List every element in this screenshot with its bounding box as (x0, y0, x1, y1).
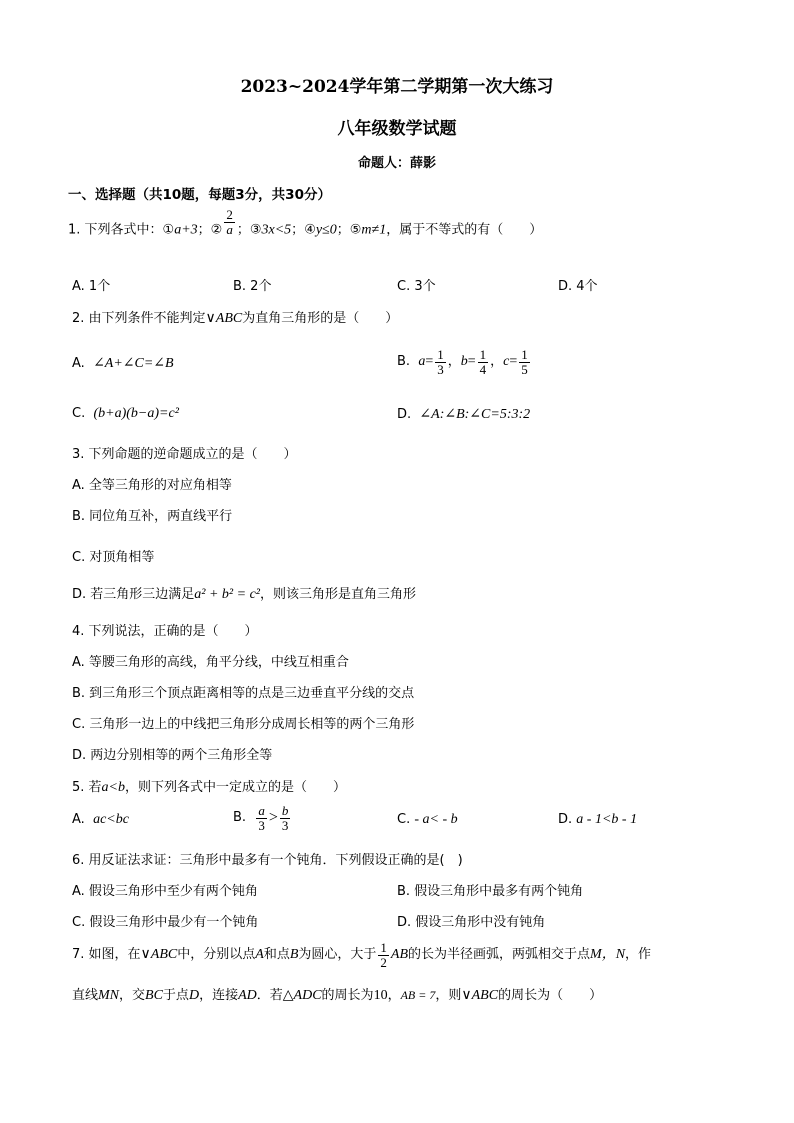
q5-d-label: D. (558, 812, 573, 827)
q1-expr-4: y≤0 (315, 222, 337, 238)
q2-b-eq2: = (467, 354, 476, 369)
q2-b-frac1 (435, 348, 446, 377)
q2-b-d1: 3 (437, 361, 444, 377)
q2-d-expr: ∠A:∠B:∠C=5:3:2 (419, 407, 531, 422)
author-name: 薛影 (410, 156, 437, 171)
q5-b-label: B. (233, 810, 247, 825)
q3-option-c: C. 对顶角相等 (72, 550, 155, 565)
q7-l2-h: ，则 (435, 988, 462, 1003)
q2-stem-a: 2. 由下列条件不能判定 (72, 311, 206, 326)
q4-option-a: A. 等腰三角形的高线，角平分线，中线互相重合 (72, 655, 349, 670)
q2-b-b: b (460, 354, 468, 369)
exam-subtitle: 八年级数学试题 (337, 119, 457, 139)
q7-l2-b: ，交 (119, 988, 146, 1003)
q5-option-d (558, 812, 637, 828)
q2-option-b (397, 344, 532, 381)
q3-d-a: D. 若三角形三边满足 (72, 587, 195, 602)
question-3: 3. 下列命题的逆命题成立的是（ ） (72, 447, 297, 462)
q7-l2-D: D (188, 988, 200, 1003)
q5-b-frac1 (256, 804, 267, 833)
q1-e2-den: a (226, 222, 233, 237)
q5-option-a (72, 812, 129, 828)
q6-option-d: D. 假设三角形中没有钝角 (397, 915, 546, 930)
q1-sep-2: ； (236, 222, 250, 238)
q5-c-label: C. (397, 812, 411, 827)
q4-option-d: D. 两边分别相等的两个三角形全等 (72, 748, 273, 763)
exam-title: 2023~2024学年第二学期第一次大练习 (240, 77, 554, 97)
q7-l1-d: 为圆心，大于 (298, 947, 377, 962)
q1-expr-3: 3x<5 (261, 222, 292, 238)
q2-c-expr: (b+a)(b−a)=c² (93, 406, 179, 421)
q2-b-n1: 1 (437, 346, 444, 362)
q5-b-n2: b (281, 802, 289, 818)
q1-e5-mark: ⑤ (349, 222, 362, 238)
q7-l2-BC: BC (145, 988, 163, 1003)
q1-expr-1: a+3 (174, 222, 198, 238)
q3-option-b: B. 同位角互补，两直线平行 (72, 509, 233, 524)
q1-sep-1: ； (197, 222, 211, 238)
q7-l1-e: 的长为半径画弧，两弧相交于点 (408, 947, 591, 962)
q2-b-a: a (418, 354, 426, 369)
q7-l2-AB7: AB = 7 (400, 988, 436, 1002)
q7-l1-pointB: B (289, 947, 299, 962)
q3-d-b: ，则该三角形是直角三角形 (259, 587, 416, 602)
q7-l2-tri: △ADC (282, 988, 322, 1003)
author-label: 命题人： (357, 156, 410, 171)
q2-d-label: D. (397, 407, 412, 422)
q2-triangle: ∨ABC (205, 311, 243, 326)
q2-b-comma1: ， (447, 354, 461, 369)
q5-option-c (397, 812, 458, 828)
q2-option-c (72, 406, 179, 422)
q2-b-eq3: = (509, 354, 518, 369)
q1-e2-mark: ② (210, 222, 223, 238)
q1-expr-2 (224, 208, 235, 237)
q7-l2-g: ， (387, 988, 401, 1003)
q7-l1-fd: 2 (380, 954, 387, 970)
q7-l1-f: ，作 (625, 947, 652, 962)
q5-d-expr: a - 1<b - 1 (576, 812, 638, 827)
q5-b-op: > (268, 809, 278, 826)
q6-option-b: B. 假设三角形中最多有两个钝角 (397, 884, 584, 899)
q1-sep-4: ； (336, 222, 350, 238)
question-7-line-1 (72, 937, 651, 974)
q1-e2-num: 2 (226, 207, 233, 222)
q2-option-a (72, 355, 174, 372)
q1-expr-5: m≠1 (361, 222, 387, 238)
question-6: 6. 用反证法求证：三角形中最多有一个钝角．下列假设正确的是( ) (72, 853, 463, 868)
q2-b-c: c (503, 354, 510, 369)
question-2 (72, 307, 398, 327)
q1-e3-mark: ③ (249, 222, 262, 238)
q7-l2-a: 直线 (72, 988, 99, 1003)
q1-sep-3: ； (291, 222, 305, 238)
q2-b-eq1: = (425, 354, 434, 369)
q2-b-comma2: ， (490, 354, 504, 369)
q2-a-label: A. (72, 356, 85, 371)
q5-b-n1: a (258, 802, 265, 818)
q7-l1-fn: 1 (380, 939, 387, 955)
section-heading: 一、选择题（共10题，每题3分，共30分） (68, 187, 331, 203)
question-7-line-2 (72, 984, 602, 1004)
q1-e4-mark: ④ (304, 222, 316, 238)
q2-stem-b: 为直角三角形的是（ ） (242, 311, 399, 326)
q5-b-d2: 3 (281, 817, 289, 833)
q2-c-label: C. (72, 406, 86, 421)
q7-l2-d: ，连接 (199, 988, 239, 1003)
question-1 (68, 207, 543, 245)
q7-l2-i: 的周长为（ ） (498, 988, 603, 1003)
q1-stem-suffix: ，属于不等式的有（ ） (386, 222, 543, 238)
q3-option-d (72, 583, 416, 603)
q7-l1-AB: AB (390, 947, 409, 962)
q6-option-c: C. 假设三角形中最少有一个钝角 (72, 915, 259, 930)
q7-l1-b: 中，分别以点 (177, 947, 256, 962)
q7-l1-tri: ∨ABC (140, 947, 178, 962)
q1-option-b: B. 2个 (233, 279, 272, 294)
q7-l2-f: 的周长为 (321, 988, 374, 1003)
q1-option-a: A. 1个 (72, 279, 111, 294)
q7-l2-tri2: ∨ABC (461, 988, 499, 1003)
q5-b-d1: 3 (258, 817, 265, 833)
q4-option-c: C. 三角形一边上的中线把三角形分成周长相等的两个三角形 (72, 717, 415, 732)
q1-stem-prefix: 1. 下列各式中： (68, 222, 163, 238)
q2-b-n3: 1 (521, 346, 528, 362)
q2-b-d3: 5 (521, 361, 528, 377)
q7-l1-frac (378, 941, 389, 970)
q2-b-frac3 (519, 348, 530, 377)
q7-l1-c: 和点 (263, 947, 290, 962)
q5-a-expr: ac<bc (93, 812, 129, 827)
q5-stem-a: 5. 若 (72, 780, 102, 795)
author-line (0, 152, 794, 171)
q7-l2-10: 10 (373, 988, 388, 1003)
q5-a-label: A. (72, 812, 85, 827)
q7-l2-MN: MN (98, 988, 120, 1003)
q5-stem-b: ，则下列各式中一定成立的是（ ） (125, 780, 347, 795)
q6-option-a: A. 假设三角形中至少有两个钝角 (72, 884, 258, 899)
q7-l1-pointA: A (255, 947, 264, 962)
q2-b-label: B. (397, 354, 411, 369)
q1-option-c: C. 3个 (397, 279, 436, 294)
q4-option-b: B. 到三角形三个顶点距离相等的点是三边垂直平分线的交点 (72, 686, 415, 701)
q2-b-frac2 (478, 348, 489, 377)
q7-l2-c: 于点 (162, 988, 189, 1003)
q5-c-expr: - a< - b (414, 812, 458, 827)
q7-l1-MN: M，N (590, 947, 626, 962)
q1-e1-mark: ① (162, 222, 175, 238)
q7-l2-e: ．若 (256, 988, 283, 1003)
q7-l2-AD: AD (238, 988, 257, 1003)
question-5 (72, 776, 346, 796)
q1-option-d: D. 4个 (558, 279, 598, 294)
q5-b-frac2 (280, 804, 291, 833)
q2-b-n2: 1 (479, 346, 487, 362)
q5-option-b (233, 800, 292, 837)
q7-l1-a: 7. 如图，在 (72, 947, 141, 962)
q3-d-expr: a² + b² = c² (194, 587, 260, 602)
q3-option-a: A. 全等三角形的对应角相等 (72, 478, 232, 493)
q2-a-expr: ∠A+∠C=∠B (93, 356, 174, 371)
q2-b-d2: 4 (479, 361, 487, 377)
q5-cond: a<b (101, 780, 125, 795)
q2-option-d (397, 406, 530, 423)
question-4: 4. 下列说法，正确的是（ ） (72, 624, 258, 639)
